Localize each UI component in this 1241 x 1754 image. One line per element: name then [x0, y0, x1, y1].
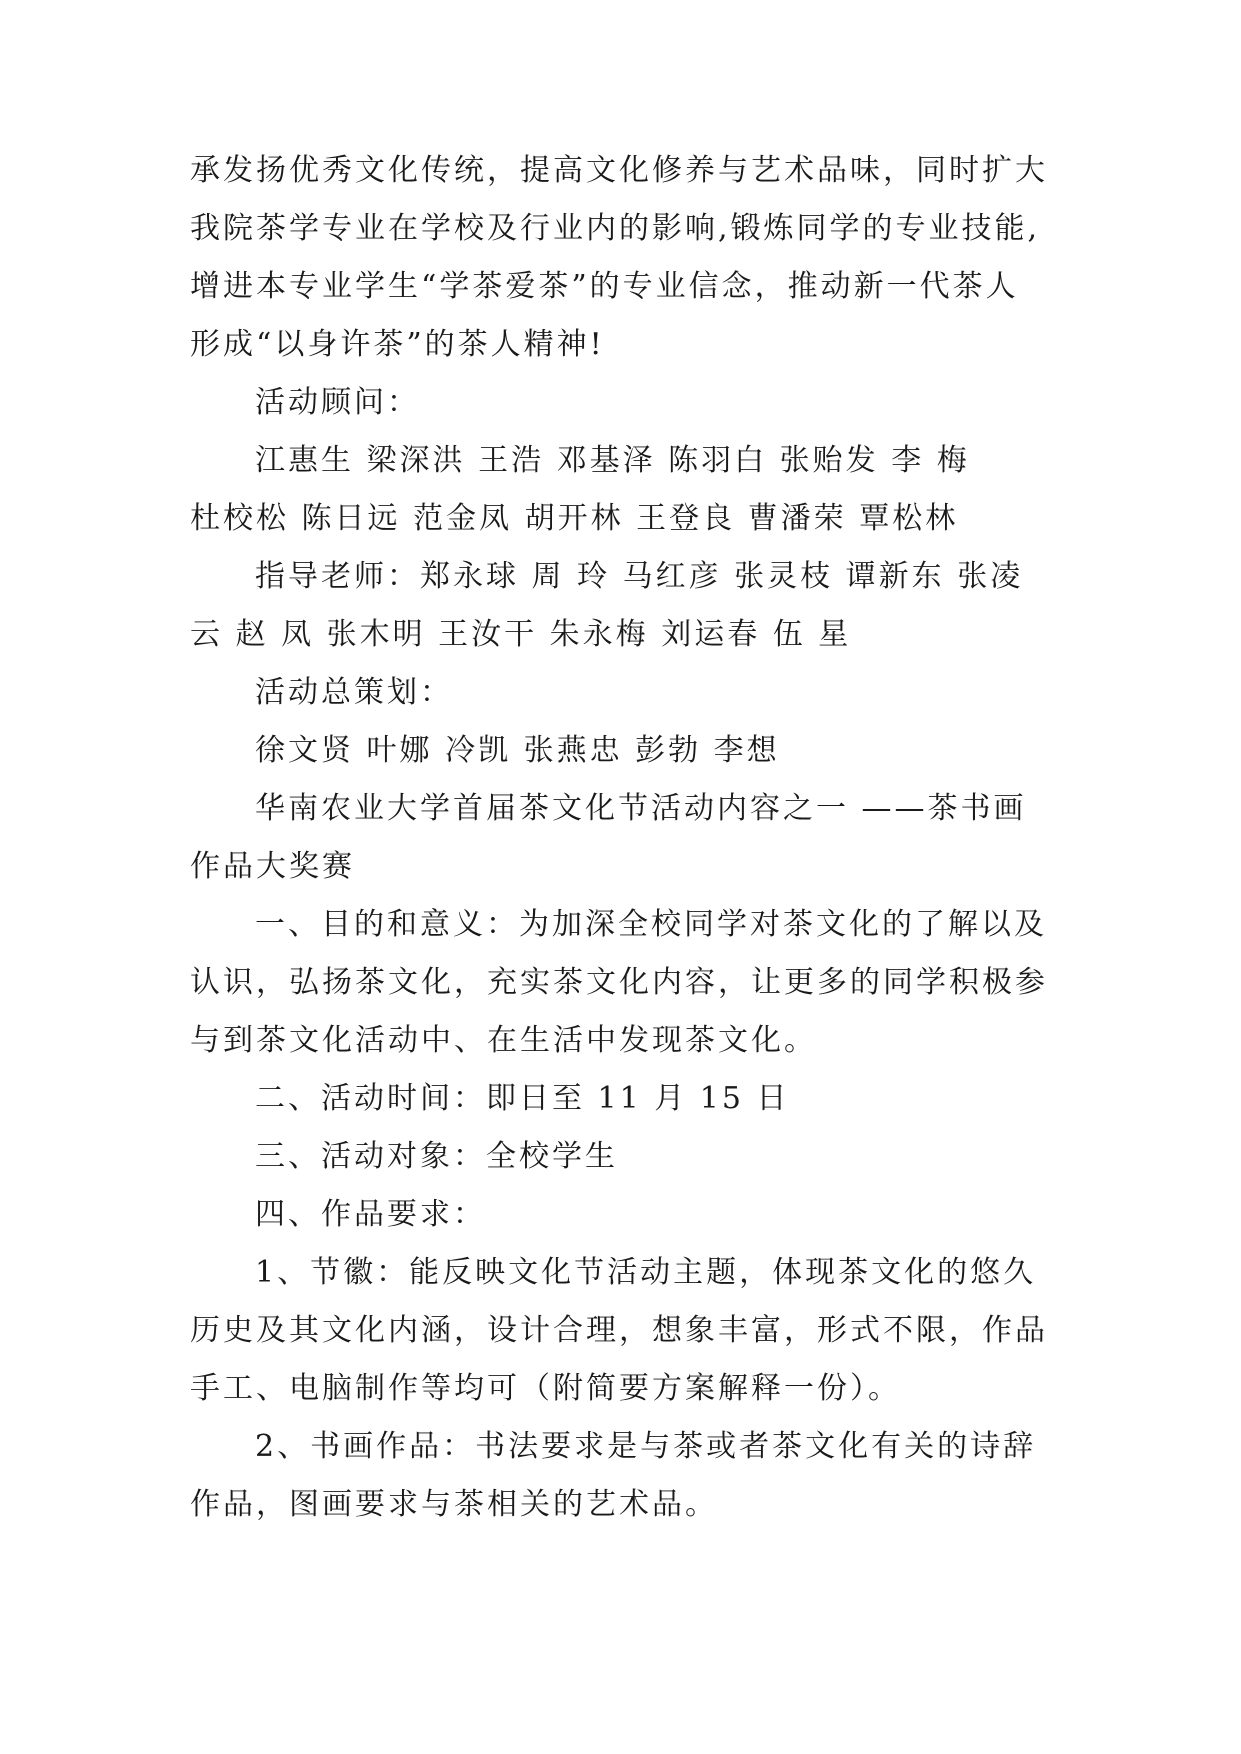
paragraph-line: 增进本专业学生“学茶爱茶”的专业信念，推动新一代茶人 [190, 269, 1019, 304]
paragraph-line: 形成“以身许茶”的茶人精神! [190, 327, 605, 362]
paragraph-line: 历史及其文化内涵，设计合理，想象丰富，形式不限，作品 [190, 1313, 1048, 1348]
paragraph-line: 与到茶文化活动中、在生活中发现茶文化。 [190, 1023, 817, 1058]
section-heading: 活动顾问： [255, 385, 420, 420]
paragraph-line: 指导老师：郑永球 周 玲 马红彦 张灵枝 谭新东 张凌 [255, 559, 1024, 594]
paragraph-line: 云 赵 凤 张木明 王汝干 朱永梅 刘运春 伍 星 [190, 617, 852, 652]
section-heading: 华南农业大学首届茶文化节活动内容之一 ——茶书画 [255, 791, 1027, 826]
paragraph-line: 江惠生 梁深洪 王浩 邓基泽 陈羽白 张贻发 李 梅 [255, 443, 970, 478]
paragraph-line: 作品大奖赛 [190, 849, 355, 884]
paragraph-line: 1、节徽：能反映文化节活动主题，体现茶文化的悠久 [255, 1255, 1037, 1290]
paragraph-line: 杜校松 陈日远 范金凤 胡开林 王登良 曹潘荣 覃松林 [190, 501, 959, 536]
paragraph-line: 徐文贤 叶娜 冷凯 张燕忠 彭勃 李想 [255, 733, 780, 768]
paragraph-line: 一、目的和意义：为加深全校同学对茶文化的了解以及 [255, 907, 1047, 942]
paragraph-line: 认识，弘扬茶文化，充实茶文化内容，让更多的同学积极参 [190, 965, 1048, 1000]
paragraph-line: 作品，图画要求与茶相关的艺术品。 [190, 1487, 718, 1522]
paragraph-line: 二、活动时间：即日至 11 月 15 日 [255, 1081, 790, 1116]
section-heading: 四、作品要求： [255, 1197, 486, 1232]
paragraph-line: 三、活动对象：全校学生 [255, 1139, 618, 1174]
paragraph-line: 我院茶学专业在学校及行业内的影响,锻炼同学的专业技能, [190, 211, 1041, 246]
paragraph-line: 承发扬优秀文化传统，提高文化修养与艺术品味，同时扩大 [190, 153, 1048, 188]
paragraph-line: 手工、电脑制作等均可（附简要方案解释一份）。 [190, 1371, 901, 1406]
paragraph-line: 2、书画作品：书法要求是与茶或者茶文化有关的诗辞 [255, 1429, 1037, 1464]
section-heading: 活动总策划： [255, 675, 453, 710]
